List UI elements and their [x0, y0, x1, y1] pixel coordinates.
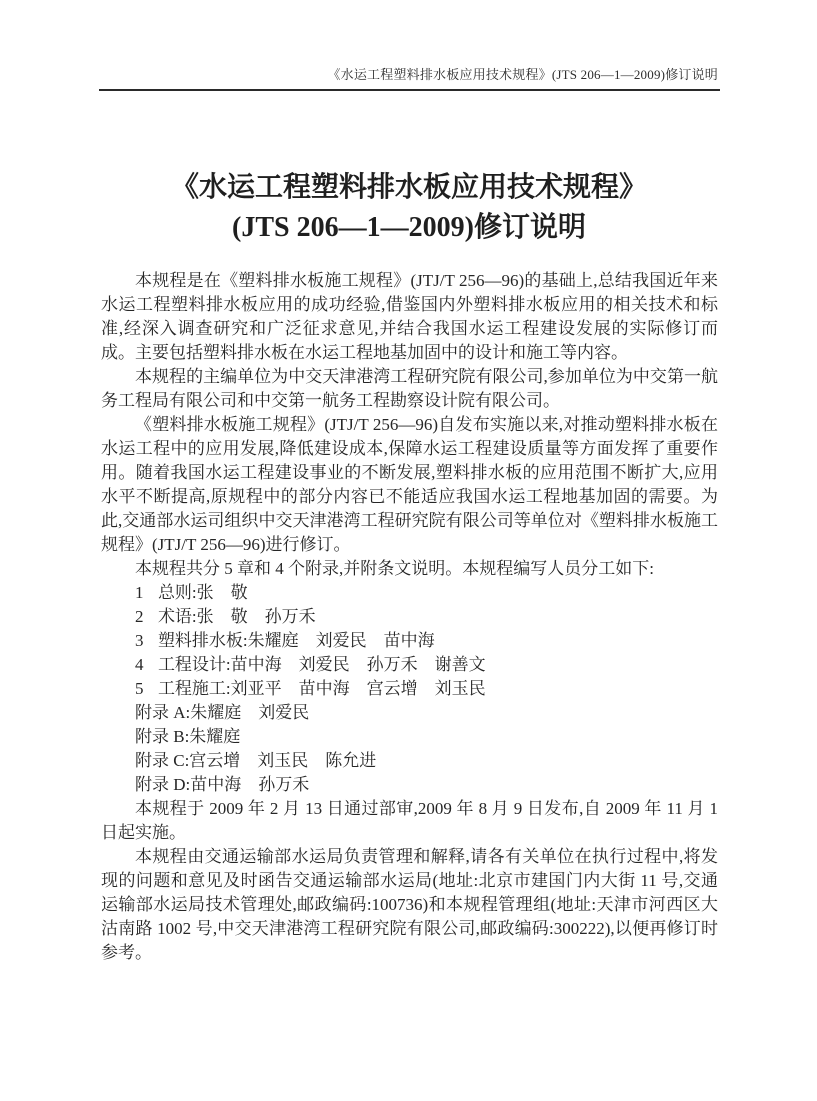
- chapter-number: 3: [135, 631, 144, 650]
- chapter-entry: 塑料排水板:朱耀庭 刘爱民 苗中海: [157, 631, 435, 650]
- chapter-assignment-row: [101, 629, 718, 653]
- document-title: [100, 168, 718, 248]
- chapter-entry: 术语:张 敬 孙万禾: [157, 607, 316, 626]
- chapter-number: 5: [135, 679, 144, 698]
- chapter-assignment-row: [101, 677, 718, 701]
- paragraph-basis: 本规程是在《塑料排水板施工规程》(JTJ/T 256—96)的基础上,总结我国近年来水运工程塑料排水板应用的成功经验,借鉴国内外塑料排水板应用的相关技术和标准,经深入调查研究和广泛征求意见,并结合我国水运工程建设发展的实际修订而成。主要包括塑料排水板在水运工程地基加固中的设计和施工等内容。: [101, 271, 718, 362]
- chapter-entry: 工程施工:刘亚平 苗中海 宫云增 刘玉民: [157, 679, 486, 698]
- paragraph-editing-units: 本规程的主编单位为中交天津港湾工程研究院有限公司,参加单位为中交第一航务工程局有限公司和中交第一航务工程勘察设计院有限公司。: [101, 367, 718, 410]
- appendix-assignment-row: 附录 D:苗中海 孙万禾: [135, 775, 310, 794]
- chapter-number: 2: [135, 607, 144, 626]
- paragraph-approval-dates: 本规程于 2009 年 2 月 13 日通过部审,2009 年 8 月 9 日发布,自 2009 年 11 月 1 日起实施。: [101, 799, 718, 842]
- appendix-assignment-row: 附录 B:朱耀庭: [135, 727, 241, 746]
- chapter-assignment-row: [101, 581, 718, 605]
- title-line-1: 《水运工程塑料排水板应用技术规程》: [170, 172, 647, 203]
- paragraph-revision-history: 《塑料排水板施工规程》(JTJ/T 256—96)自发布实施以来,对推动塑料排水板在水运工程中的应用发展,降低建设成本,保障水运工程建设质量等方面发挥了重要作用。随着我国水运工程建设事业的不断发展,塑料排水板的应用范围不断扩大,应用水平不断提高,原规程中的部分内容已不能适应我国水运工程地基加固的需要。为此,交通部水运司组织中交天津港湾工程研究院有限公司等单位对《塑料排水板施工规程》(JTJ/T 256—96)进行修订。: [101, 415, 718, 554]
- appendix-assignment-row: 附录 A:朱耀庭 刘爱民: [135, 703, 310, 722]
- running-header-title: 《水运工程塑料排水板应用技术规程》(JTS 206—1—2009)修订说明: [327, 67, 718, 82]
- title-line-2: (JTS 206—1—2009)修订说明: [232, 212, 586, 243]
- chapter-entry: 总则:张 敬: [157, 583, 248, 602]
- document-body: [101, 269, 718, 965]
- appendix-assignment-row: 附录 C:宫云增 刘玉民 陈允进: [135, 751, 377, 770]
- paragraph-management-contact: 本规程由交通运输部水运局负责管理和解释,请各有关单位在执行过程中,将发现的问题和意见及时函告交通运输部水运局(地址:北京市建国门内大街 11 号,交通运输部水运局技术管理处,邮政编码:100736)和本规程管理组(地址:天津市河西区大沽南路 1002 号,中交天津港湾工程研究院有限公司,邮政编码:300222),以便再修订时参考。: [101, 847, 718, 962]
- paragraph-division-intro: 本规程共分 5 章和 4 个附录,并附条文说明。本规程编写人员分工如下:: [135, 559, 654, 578]
- chapter-assignment-row: [101, 653, 718, 677]
- chapter-entry: 工程设计:苗中海 刘爱民 孙万禾 谢善文: [157, 655, 486, 674]
- chapter-assignment-row: [101, 605, 718, 629]
- chapter-number: 4: [135, 655, 144, 674]
- chapter-number: 1: [135, 583, 144, 602]
- header-rule: [99, 89, 720, 91]
